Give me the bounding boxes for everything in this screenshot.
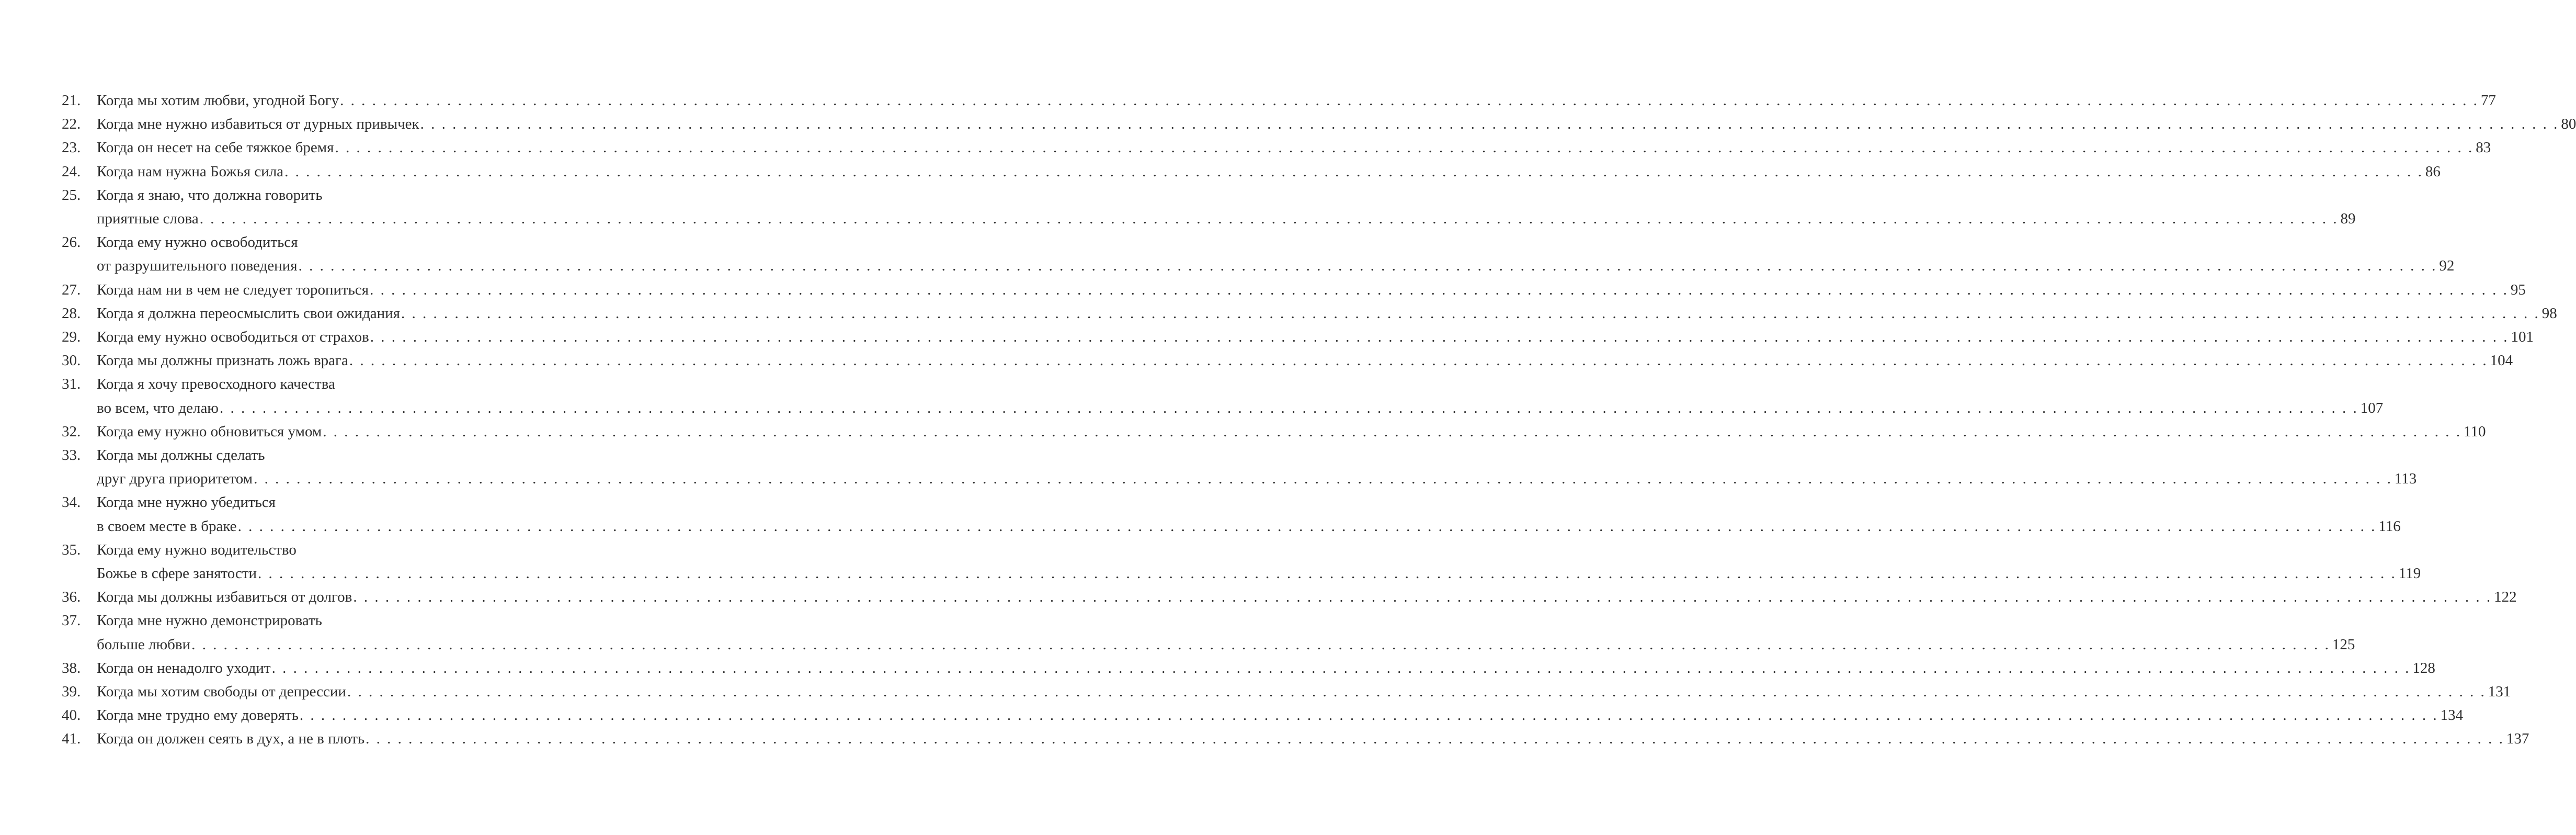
dot-leader: . . . . . . . . . . . . . . . . . . . . . . . . . . . . . . . . . . . . . . . . . . . . . . . . . . . . . . . . . . . . . . . . . . . . . . . . . . . . . . . . . . . . . . . . . . . . . . . . . . . . . . . . . . . . . . . . . . . . . . . . . . . . . . . . . . . . . . . . . . . . . . . . . . . . . . . . . . . . . . . . . . . . . . . . . . . . . . . . . . . . . . . . . . . . . . . . . . . . . . . . [401,304,2540,322]
entry-title: Когда ему нужно обновиться умом [97,423,322,440]
toc-entry [62,112,2576,136]
page-number: 113 [2394,470,2417,488]
entry-title: Когда мы должны избавиться от долгов [97,589,352,606]
toc-entry [62,278,2526,302]
dot-leader: . . . . . . . . . . . . . . . . . . . . . . . . . . . . . . . . . . . . . . . . . . . . . . . . . . . . . . . . . . . . . . . . . . . . . . . . . . . . . . . . . . . . . . . . . . . . . . . . . . . . . . . . . . . . . . . . . . . . . . . . . . . . . . . . . . . . . . . . . . . . . . . . . . . . . . . . . . . . . . . . . . . . . . . . . . . . . . . . . . . . . . . . . . . . . . . . . . . . . . . . [271,659,2411,676]
toc-entry [62,491,2401,538]
page-number: 134 [2440,707,2464,724]
dot-leader: . . . . . . . . . . . . . . . . . . . . . . . . . . . . . . . . . . . . . . . . . . . . . . . . . . . . . . . . . . . . . . . . . . . . . . . . . . . . . . . . . . . . . . . . . . . . . . . . . . . . . . . . . . . . . . . . . . . . . . . . . . . . . . . . . . . . . . . . . . . . . . . . . . . . . . . . . . . . . . . . . . . . . . . . . . . . . . . . . . . . . . . . . . . . . . . . . . . . . . . . [298,257,2437,275]
entry-number: 41. [62,730,81,748]
entry-title: Когда я знаю, что должна говорить [97,186,323,204]
entry-title: Когда ему нужно освободиться от страхов [97,329,369,346]
page-number: 89 [2340,210,2356,228]
entry-title: друг друга приоритетом [97,470,253,488]
entry-number: 21. [62,92,81,109]
entry-title: Когда мне нужно демонстрировать [97,612,322,629]
page-number: 77 [2480,92,2496,109]
page-number: 110 [2464,423,2486,440]
dot-leader: . . . . . . . . . . . . . . . . . . . . . . . . . . . . . . . . . . . . . . . . . . . . . . . . . . . . . . . . . . . . . . . . . . . . . . . . . . . . . . . . . . . . . . . . . . . . . . . . . . . . . . . . . . . . . . . . . . . . . . . . . . . . . . . . . . . . . . . . . . . . . . . . . . . . . . . . . . . . . . . . . . . . . . . . . . . . . . . . . . . . . . . . . . . . . . . . . . . . . . . . [347,683,2486,701]
toc-entry [62,136,2491,160]
toc-entry [62,325,2534,349]
dot-leader: . . . . . . . . . . . . . . . . . . . . . . . . . . . . . . . . . . . . . . . . . . . . . . . . . . . . . . . . . . . . . . . . . . . . . . . . . . . . . . . . . . . . . . . . . . . . . . . . . . . . . . . . . . . . . . . . . . . . . . . . . . . . . . . . . . . . . . . . . . . . . . . . . . . . . . . . . . . . . . . . . . . . . . . . . . . . . . . . . . . . . . . . . . . . . . . . . . . . . . . . [370,329,2509,346]
dot-leader: . . . . . . . . . . . . . . . . . . . . . . . . . . . . . . . . . . . . . . . . . . . . . . . . . . . . . . . . . . . . . . . . . . . . . . . . . . . . . . . . . . . . . . . . . . . . . . . . . . . . . . . . . . . . . . . . . . . . . . . . . . . . . . . . . . . . . . . . . . . . . . . . . . . . . . . . . . . . . . . . . . . . . . . . . . . . . . . . . . . . . . . . . . . . . . . . . . . . . . . . [284,163,2423,180]
toc-entry [62,704,2464,727]
toc-entry [62,231,2455,278]
entry-number: 24. [62,163,81,180]
entry-title: Когда я должна переосмыслить свои ожидания [97,304,401,322]
entry-number: 33. [62,447,81,464]
dot-leader: . . . . . . . . . . . . . . . . . . . . . . . . . . . . . . . . . . . . . . . . . . . . . . . . . . . . . . . . . . . . . . . . . . . . . . . . . . . . . . . . . . . . . . . . . . . . . . . . . . . . . . . . . . . . . . . . . . . . . . . . . . . . . . . . . . . . . . . . . . . . . . . . . . . . . . . . . . . . . . . . . . . . . . . . . . . . . . . . . . . . . . . . . . . . . . . . . . . . . . . . [219,399,2358,416]
page-number: 131 [2488,683,2511,701]
dot-leader: . . . . . . . . . . . . . . . . . . . . . . . . . . . . . . . . . . . . . . . . . . . . . . . . . . . . . . . . . . . . . . . . . . . . . . . . . . . . . . . . . . . . . . . . . . . . . . . . . . . . . . . . . . . . . . . . . . . . . . . . . . . . . . . . . . . . . . . . . . . . . . . . . . . . . . . . . . . . . . . . . . . . . . . . . . . . . . . . . . . . . . . . . . . . . . . . . . . . . . . . [349,352,2488,369]
entry-number: 31. [62,376,81,393]
entry-title: Когда он должен сеять в дух, а не в плоть [97,730,365,748]
entry-number: 32. [62,423,81,440]
entry-number: 37. [62,612,81,629]
entry-title: от разрушительного поведения [97,257,298,275]
entry-title: Когда мы хотим свободы от депрессии [97,683,346,701]
toc-entry [62,89,2496,112]
page-number: 128 [2412,659,2435,676]
dot-leader: . . . . . . . . . . . . . . . . . . . . . . . . . . . . . . . . . . . . . . . . . . . . . . . . . . . . . . . . . . . . . . . . . . . . . . . . . . . . . . . . . . . . . . . . . . . . . . . . . . . . . . . . . . . . . . . . . . . . . . . . . . . . . . . . . . . . . . . . . . . . . . . . . . . . . . . . . . . . . . . . . . . . . . . . . . . . . . . . . . . . . . . . . . . . . . . . . . . . . . . . [323,423,2462,440]
toc-entry [62,444,2417,491]
dot-leader: . . . . . . . . . . . . . . . . . . . . . . . . . . . . . . . . . . . . . . . . . . . . . . . . . . . . . . . . . . . . . . . . . . . . . . . . . . . . . . . . . . . . . . . . . . . . . . . . . . . . . . . . . . . . . . . . . . . . . . . . . . . . . . . . . . . . . . . . . . . . . . . . . . . . . . . . . . . . . . . . . . . . . . . . . . . . . . . . . . . . . . . . . . . . . . . . . . . . . . . . [340,92,2479,109]
entry-number: 30. [62,352,81,369]
toc-entry [62,585,2517,609]
entry-title: Когда мне трудно ему доверять [97,707,299,724]
toc-entry [62,160,2441,184]
dot-leader: . . . . . . . . . . . . . . . . . . . . . . . . . . . . . . . . . . . . . . . . . . . . . . . . . . . . . . . . . . . . . . . . . . . . . . . . . . . . . . . . . . . . . . . . . . . . . . . . . . . . . . . . . . . . . . . . . . . . . . . . . . . . . . . . . . . . . . . . . . . . . . . . . . . . . . . . . . . . . . . . . . . . . . . . . . . . . . . . . . . . . . . . . . . . . . . . . . . . . . . . [299,707,2438,724]
entry-title: Когда мы хотим любви, угодной Богу [97,92,339,109]
dot-leader: . . . . . . . . . . . . . . . . . . . . . . . . . . . . . . . . . . . . . . . . . . . . . . . . . . . . . . . . . . . . . . . . . . . . . . . . . . . . . . . . . . . . . . . . . . . . . . . . . . . . . . . . . . . . . . . . . . . . . . . . . . . . . . . . . . . . . . . . . . . . . . . . . . . . . . . . . . . . . . . . . . . . . . . . . . . . . . . . . . . . . . . . . . . . . . . . . . . . . . . . [370,281,2509,298]
entry-number: 36. [62,589,81,606]
table-of-contents [62,89,2576,751]
dot-leader: . . . . . . . . . . . . . . . . . . . . . . . . . . . . . . . . . . . . . . . . . . . . . . . . . . . . . . . . . . . . . . . . . . . . . . . . . . . . . . . . . . . . . . . . . . . . . . . . . . . . . . . . . . . . . . . . . . . . . . . . . . . . . . . . . . . . . . . . . . . . . . . . . . . . . . . . . . . . . . . . . . . . . . . . . . . . . . . . . . . . . . . . . . . . . . . . . . . . . . . . [335,139,2474,156]
dot-leader: . . . . . . . . . . . . . . . . . . . . . . . . . . . . . . . . . . . . . . . . . . . . . . . . . . . . . . . . . . . . . . . . . . . . . . . . . . . . . . . . . . . . . . . . . . . . . . . . . . . . . . . . . . . . . . . . . . . . . . . . . . . . . . . . . . . . . . . . . . . . . . . . . . . . . . . . . . . . . . . . . . . . . . . . . . . . . . . . . . . . . . . . . . . . . . . . . . . . . . . . [237,517,2377,535]
toc-entry [62,349,2513,373]
entry-title: Когда мы должны признать ложь врага [97,352,348,369]
entry-title: приятные слова [97,210,199,228]
entry-number: 39. [62,683,81,701]
entry-number: 22. [62,116,81,133]
entry-title: во всем, что делаю [97,399,219,416]
page-number: 104 [2490,352,2513,369]
entry-title: Когда мне нужно убедиться [97,494,276,511]
dot-leader: . . . . . . . . . . . . . . . . . . . . . . . . . . . . . . . . . . . . . . . . . . . . . . . . . . . . . . . . . . . . . . . . . . . . . . . . . . . . . . . . . . . . . . . . . . . . . . . . . . . . . . . . . . . . . . . . . . . . . . . . . . . . . . . . . . . . . . . . . . . . . . . . . . . . . . . . . . . . . . . . . . . . . . . . . . . . . . . . . . . . . . . . . . . . . . . . . . . . . . . . [199,210,2339,228]
entry-title: Когда он ненадолго уходит [97,659,271,676]
entry-number: 23. [62,139,81,156]
page-number: 95 [2510,281,2526,298]
entry-title: Когда нам нужна Божья сила [97,163,284,180]
entry-title: Когда я хочу превосходного качества [97,376,335,393]
toc-entry [62,373,2384,420]
page-number: 98 [2541,304,2557,322]
dot-leader: . . . . . . . . . . . . . . . . . . . . . . . . . . . . . . . . . . . . . . . . . . . . . . . . . . . . . . . . . . . . . . . . . . . . . . . . . . . . . . . . . . . . . . . . . . . . . . . . . . . . . . . . . . . . . . . . . . . . . . . . . . . . . . . . . . . . . . . . . . . . . . . . . . . . . . . . . . . . . . . . . . . . . . . . . . . . . . . . . . . . . . . . . . . . . . . . . . . . . . . . [191,636,2330,653]
entry-number: 27. [62,281,81,298]
toc-entry [62,680,2511,704]
page-number: 101 [2511,329,2534,346]
page-number: 116 [2378,517,2401,535]
entry-number: 34. [62,494,81,511]
page-number: 119 [2398,565,2421,582]
toc-entry [62,302,2557,325]
page-number: 83 [2476,139,2491,156]
toc-entry [62,538,2421,585]
entry-number: 25. [62,186,81,204]
toc-entry [62,420,2486,444]
entry-number: 38. [62,659,81,676]
page-number: 122 [2494,589,2517,606]
entry-title: Когда ему нужно водительство [97,541,297,558]
entry-title: Когда он несет на себе тяжкое бремя [97,139,334,156]
entry-title: Когда мне нужно избавиться от дурных привычек [97,116,419,133]
page-number: 107 [2360,399,2384,416]
entry-title: в своем месте в браке [97,517,237,535]
entry-title: Когда мы должны сделать [97,447,265,464]
toc-entry [62,657,2435,680]
entry-number: 26. [62,234,81,251]
toc-entry [62,609,2355,656]
dot-leader: . . . . . . . . . . . . . . . . . . . . . . . . . . . . . . . . . . . . . . . . . . . . . . . . . . . . . . . . . . . . . . . . . . . . . . . . . . . . . . . . . . . . . . . . . . . . . . . . . . . . . . . . . . . . . . . . . . . . . . . . . . . . . . . . . . . . . . . . . . . . . . . . . . . . . . . . . . . . . . . . . . . . . . . . . . . . . . . . . . . . . . . . . . . . . . . . . . . . . . . . [258,565,2397,582]
page-number: 80 [2561,116,2576,133]
toc-entry [62,184,2356,231]
dot-leader: . . . . . . . . . . . . . . . . . . . . . . . . . . . . . . . . . . . . . . . . . . . . . . . . . . . . . . . . . . . . . . . . . . . . . . . . . . . . . . . . . . . . . . . . . . . . . . . . . . . . . . . . . . . . . . . . . . . . . . . . . . . . . . . . . . . . . . . . . . . . . . . . . . . . . . . . . . . . . . . . . . . . . . . . . . . . . . . . . . . . . . . . . . . . . . . . . . . . . . . . [353,589,2492,606]
entry-title: Божье в сфере занятости [97,565,257,582]
dot-leader: . . . . . . . . . . . . . . . . . . . . . . . . . . . . . . . . . . . . . . . . . . . . . . . . . . . . . . . . . . . . . . . . . . . . . . . . . . . . . . . . . . . . . . . . . . . . . . . . . . . . . . . . . . . . . . . . . . . . . . . . . . . . . . . . . . . . . . . . . . . . . . . . . . . . . . . . . . . . . . . . . . . . . . . . . . . . . . . . . . . . . . . . . . . . . . . . . . . . . . . . [420,116,2559,133]
entry-title: Когда нам ни в чем не следует торопиться [97,281,369,298]
page-number: 86 [2425,163,2441,180]
toc-entry [62,727,2529,751]
entry-number: 40. [62,707,81,724]
page-number: 92 [2439,257,2455,275]
entry-number: 29. [62,329,81,346]
page-number: 125 [2332,636,2355,653]
page-number: 137 [2506,730,2529,748]
entry-title: Когда ему нужно освободиться [97,234,298,251]
dot-leader: . . . . . . . . . . . . . . . . . . . . . . . . . . . . . . . . . . . . . . . . . . . . . . . . . . . . . . . . . . . . . . . . . . . . . . . . . . . . . . . . . . . . . . . . . . . . . . . . . . . . . . . . . . . . . . . . . . . . . . . . . . . . . . . . . . . . . . . . . . . . . . . . . . . . . . . . . . . . . . . . . . . . . . . . . . . . . . . . . . . . . . . . . . . . . . . . . . . . . . . . [366,730,2504,748]
dot-leader: . . . . . . . . . . . . . . . . . . . . . . . . . . . . . . . . . . . . . . . . . . . . . . . . . . . . . . . . . . . . . . . . . . . . . . . . . . . . . . . . . . . . . . . . . . . . . . . . . . . . . . . . . . . . . . . . . . . . . . . . . . . . . . . . . . . . . . . . . . . . . . . . . . . . . . . . . . . . . . . . . . . . . . . . . . . . . . . . . . . . . . . . . . . . . . . . . . . . . . . . [254,470,2392,488]
entry-number: 28. [62,304,81,322]
entry-title: больше любви [97,636,191,653]
entry-number: 35. [62,541,81,558]
